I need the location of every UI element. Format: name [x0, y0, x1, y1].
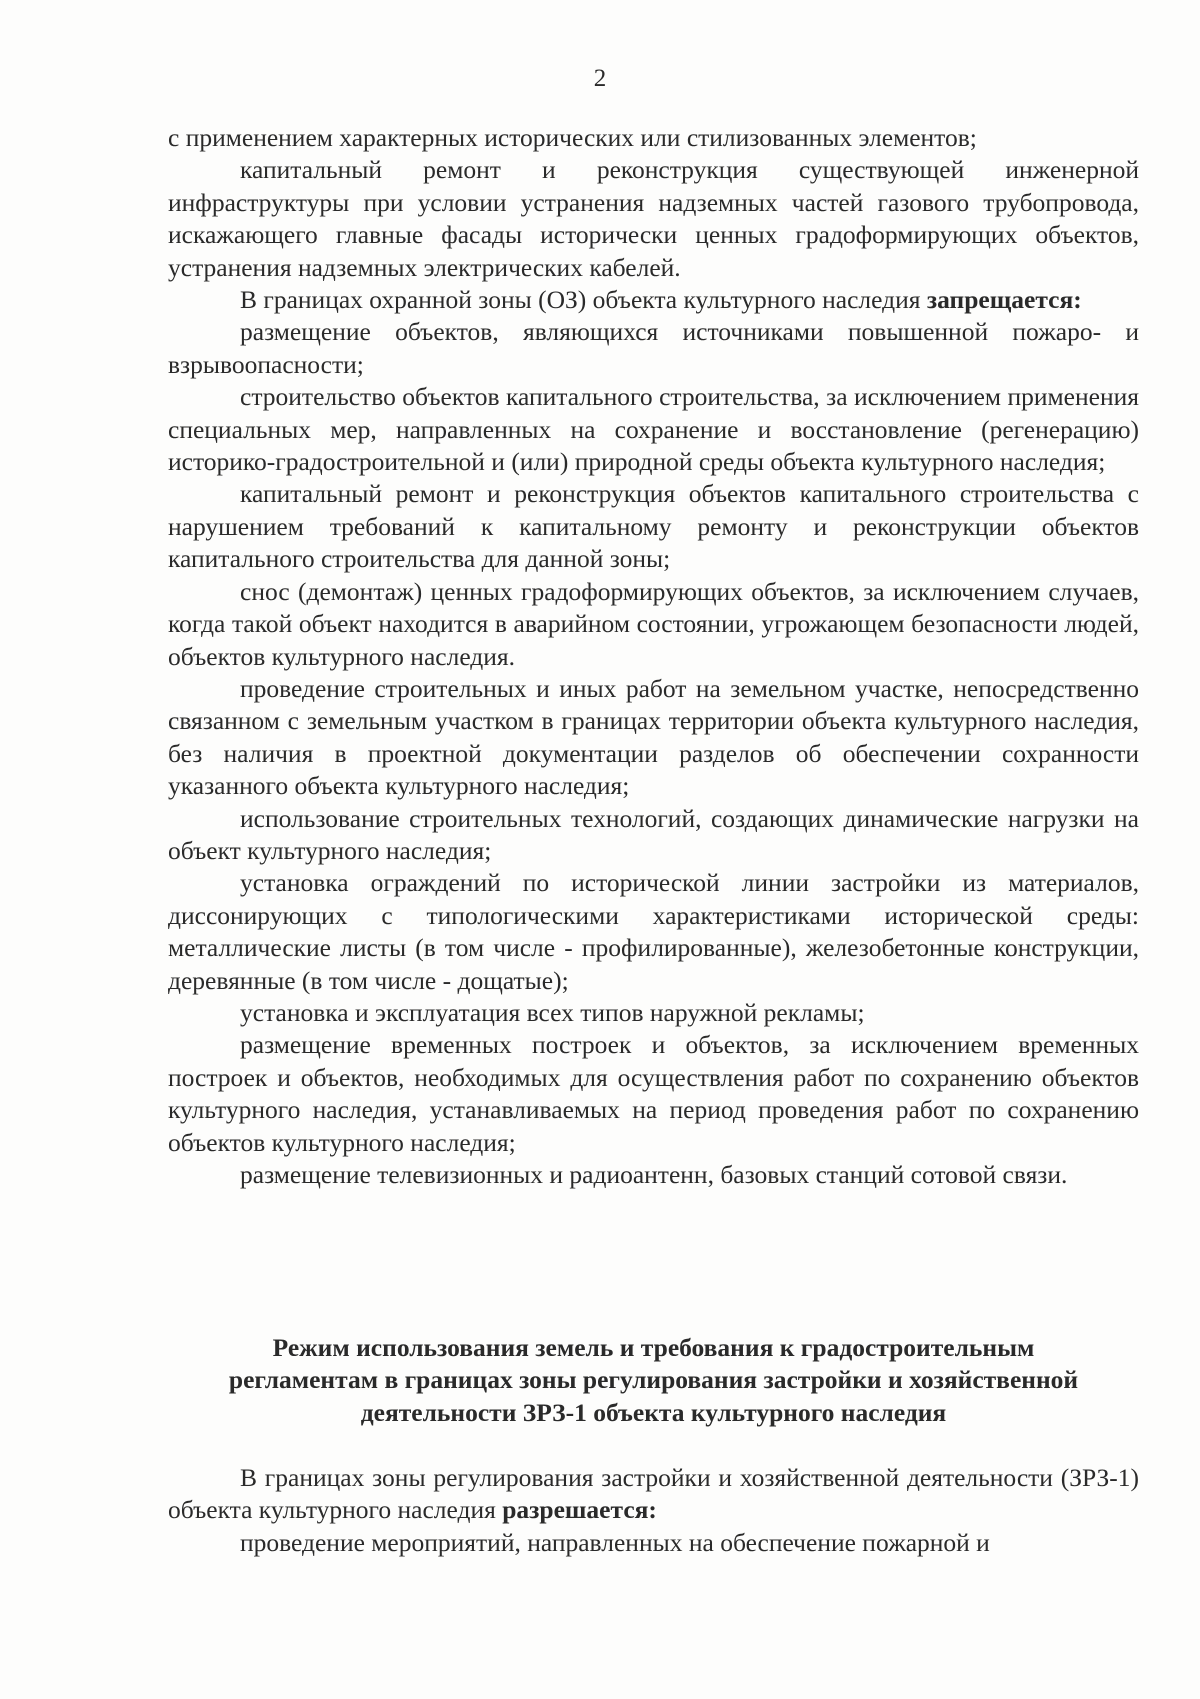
- paragraph: капитальный ремонт и реконструкция существующей инженерной инфраструктуры при условии устранения надземных частей газового трубопровода, искажающего главные фасады исторически ценных градоформирующих объектов, устранения надземных электрических кабелей.: [168, 155, 1139, 282]
- paragraph: установка и эксплуатация всех типов наружной рекламы;: [240, 997, 865, 1027]
- paragraph: размещение временных построек и объектов, за исключением временных построек и объектов, необходимых для осуществления работ по сохранению объектов культурного наследия, устанавливаемых на период проведения работ по сохранению объектов культурного наследия;: [168, 1030, 1139, 1157]
- section-body-text: [168, 1462, 1139, 1559]
- emphasis-permitted: разрешается:: [502, 1495, 657, 1525]
- heading-line: регламентам в границах зоны регулирования застройки и хозяйственной: [228, 1365, 1079, 1395]
- body-text: [168, 122, 1139, 1191]
- paragraph: В границах охранной зоны (ОЗ) объекта культурного наследия запрещается:: [240, 285, 1082, 315]
- paragraph: капитальный ремонт и реконструкция объектов капитального строительства с нарушением требований к капитальному ремонту и реконструкции объектов капитального строительства для данной зоны;: [168, 479, 1139, 574]
- paragraph: с применением характерных исторических или стилизованных элементов;: [168, 123, 977, 152]
- paragraph: В границах зоны регулирования застройки и хозяйственной деятельности (ЗРЗ-1) объекта культурного наследия разрешается:: [168, 1463, 1139, 1525]
- section-heading: [168, 1332, 1139, 1429]
- heading-line: деятельности ЗРЗ-1 объекта культурного наследия: [360, 1397, 947, 1427]
- paragraph: размещение телевизионных и радиоантенн, базовых станций сотовой связи.: [240, 1160, 1068, 1189]
- paragraph: снос (демонтаж) ценных градоформирующих объектов, за исключением случаев, когда такой объект находится в аварийном состоянии, угрожающем безопасности людей, объектов культурного наследия.: [168, 576, 1139, 671]
- paragraph: установка ограждений по исторической линии застройки из материалов, диссонирующих с типологическими характеристиками исторической среды: металлические листы (в том числе - профилированные), железобетонные конструкции, деревянные (в том числе - дощатые);: [168, 868, 1139, 995]
- paragraph: проведение строительных и иных работ на земельном участке, непосредственно связанном с земельным участком в границах территории объекта культурного наследия, без наличия в проектной документации разделов об обеспечении сохранности указанного объекта культурного наследия;: [168, 673, 1139, 801]
- paragraph: размещение объектов, являющихся источниками повышенной пожаро- и взрывоопасности;: [168, 317, 1139, 379]
- paragraph: использование строительных технологий, создающих динамические нагрузки на объект культурного наследия;: [168, 803, 1139, 865]
- paragraph: проведение мероприятий, направленных на обеспечение пожарной и: [240, 1527, 990, 1557]
- page-number: 2: [593, 65, 607, 92]
- emphasis-prohibited: запрещается:: [926, 285, 1082, 315]
- paragraph: строительство объектов капитального строительства, за исключением применения специальных мер, направленных на сохранение и восстановление (регенерацию) историко-градостроительной и (или) природной среды объекта культурного наследия;: [168, 382, 1139, 477]
- heading-line: Режим использования земель и требования к градостроительным: [272, 1333, 1035, 1362]
